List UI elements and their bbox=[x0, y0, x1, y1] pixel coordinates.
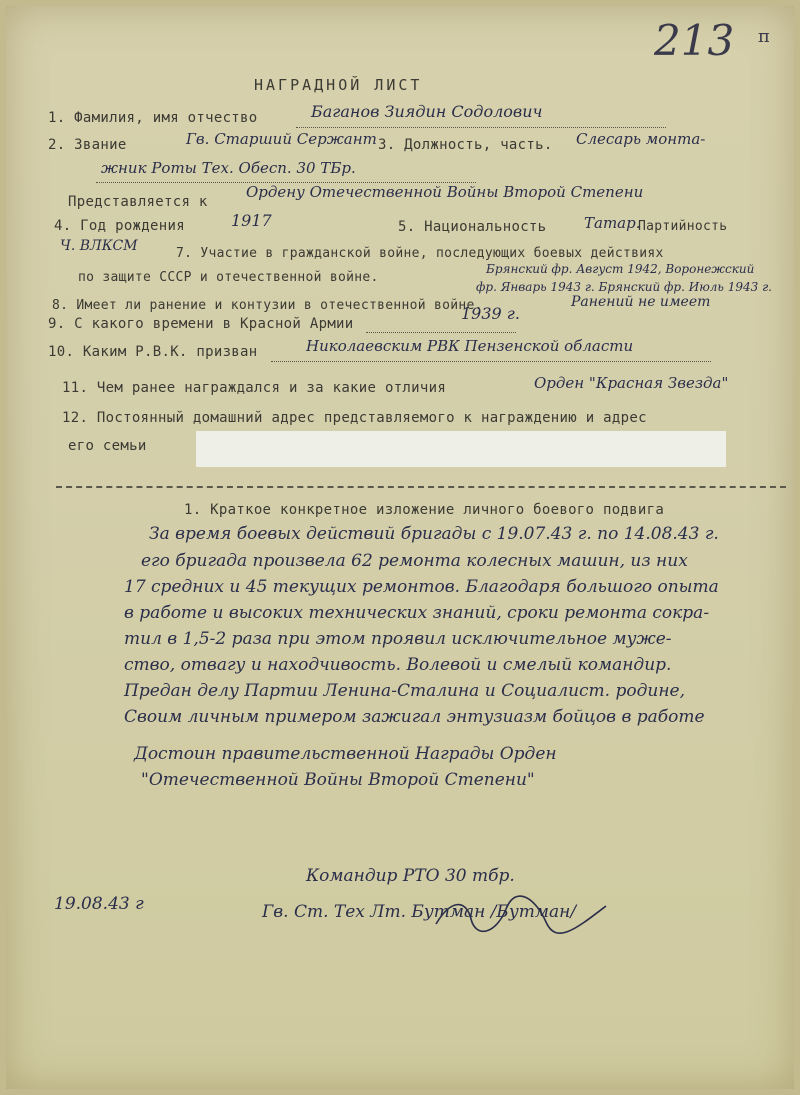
party-value: Ч. ВЛКСМ bbox=[60, 238, 138, 254]
field-2-label: 2. Звание bbox=[48, 137, 127, 153]
date: 19.08.43 г bbox=[54, 894, 144, 914]
summary-line: За время боевых действий бригады с 19.07.43 г. по 14.08.43 г. bbox=[149, 524, 719, 544]
party-label: Партийность bbox=[638, 219, 728, 234]
field-3-value: Слесарь монта- bbox=[576, 130, 706, 148]
present-label: Представляется к bbox=[68, 194, 208, 210]
field-1-value: Баганов Зиядин Содолович bbox=[311, 102, 543, 121]
field-8-label: 8. Имеет ли ранение и контузии в отечественной войне. bbox=[52, 298, 483, 313]
field-12-label: 12. Постоянный домашний адрес представляемого к награждению и адрес bbox=[62, 410, 647, 426]
field-8-value: Ранений не имеет bbox=[571, 294, 711, 310]
field-11-value: Орден "Красная Звезда" bbox=[534, 374, 729, 392]
field-4-value: 1917 bbox=[231, 211, 272, 230]
field-9-underline bbox=[366, 332, 516, 333]
field-10-underline bbox=[271, 361, 711, 362]
section-divider bbox=[56, 486, 786, 488]
field-11-label: 11. Чем ранее награждался и за какие отличия bbox=[62, 380, 447, 396]
field-1-label: 1. Фамилия, имя отчество bbox=[48, 110, 258, 126]
summary-line: Предан делу Партии Ленина-Сталина и Социалист. родине, bbox=[124, 681, 685, 701]
field-5-value: Татар. bbox=[584, 214, 641, 232]
summary-line: ство, отвагу и находчивость. Волевой и смелый командир. bbox=[124, 655, 672, 675]
summary-line: в работе и высоких технических знаний, сроки ремонта сокра- bbox=[124, 603, 710, 623]
summary-line: 17 средних и 45 текущих ремонтов. Благодаря большого опыта bbox=[124, 577, 719, 597]
summary-heading: 1. Краткое конкретное изложение личного боевого подвига bbox=[184, 502, 665, 518]
field-10-value: Николаевским РВК Пензенской области bbox=[306, 337, 634, 355]
worthy-line-2: "Отечественной Войны Второй Степени" bbox=[141, 770, 535, 790]
field-5-label: 5. Национальность bbox=[398, 219, 547, 235]
field-7-value-line-1: Брянский фр. Август 1942, Воронежский bbox=[486, 262, 755, 276]
field-10-label: 10. Каким Р.В.К. призван bbox=[48, 344, 258, 360]
document-number-suffix: п bbox=[758, 26, 770, 47]
field-4-label: 4. Год рождения bbox=[54, 218, 185, 234]
field-7-label-continued: по защите СССР и отечественной войне. bbox=[78, 270, 379, 285]
document-title: НАГРАДНОЙ ЛИСТ bbox=[254, 76, 423, 94]
commander-line-2: Гв. Ст. Тех Лт. Бутман /Бутман/ bbox=[262, 902, 577, 922]
summary-line: тил в 1,5-2 раза при этом проявил исключительное муже- bbox=[124, 629, 672, 649]
field-9-value: 1939 г. bbox=[461, 304, 520, 323]
summary-line: Своим личным примером зажигал энтузиазм бойцов в работе bbox=[124, 707, 705, 727]
field-3-label: 3. Должность, часть. bbox=[378, 137, 553, 153]
field-9-label: 9. С какого времени в Красной Армии bbox=[48, 316, 354, 332]
field-1-underline bbox=[296, 127, 666, 128]
field-7-value-line-2: фр. Январь 1943 г. Брянский фр. Июль 1943 г. bbox=[476, 280, 772, 294]
summary-line: его бригада произвела 62 ремонта колесных машин, из них bbox=[141, 551, 688, 571]
signature-flourish bbox=[426, 894, 616, 936]
field-12-label-continued: его семьи bbox=[68, 438, 147, 454]
field-2-value: Гв. Старший Сержант bbox=[186, 130, 377, 148]
field-7-label: 7. Участие в гражданской войне, последующих боевых действиях bbox=[176, 246, 664, 261]
worthy-line-1: Достоин правительственной Награды Орден bbox=[134, 744, 557, 764]
redacted-address bbox=[196, 431, 726, 467]
commander-line-1: Командир РТО 30 тбр. bbox=[306, 866, 515, 886]
field-3-value-continued: жник Роты Тех. Обесп. 30 ТБр. bbox=[101, 159, 356, 177]
present-value: Ордену Отечественной Войны Второй Степени bbox=[246, 183, 644, 201]
document-number: 213 bbox=[654, 16, 735, 65]
